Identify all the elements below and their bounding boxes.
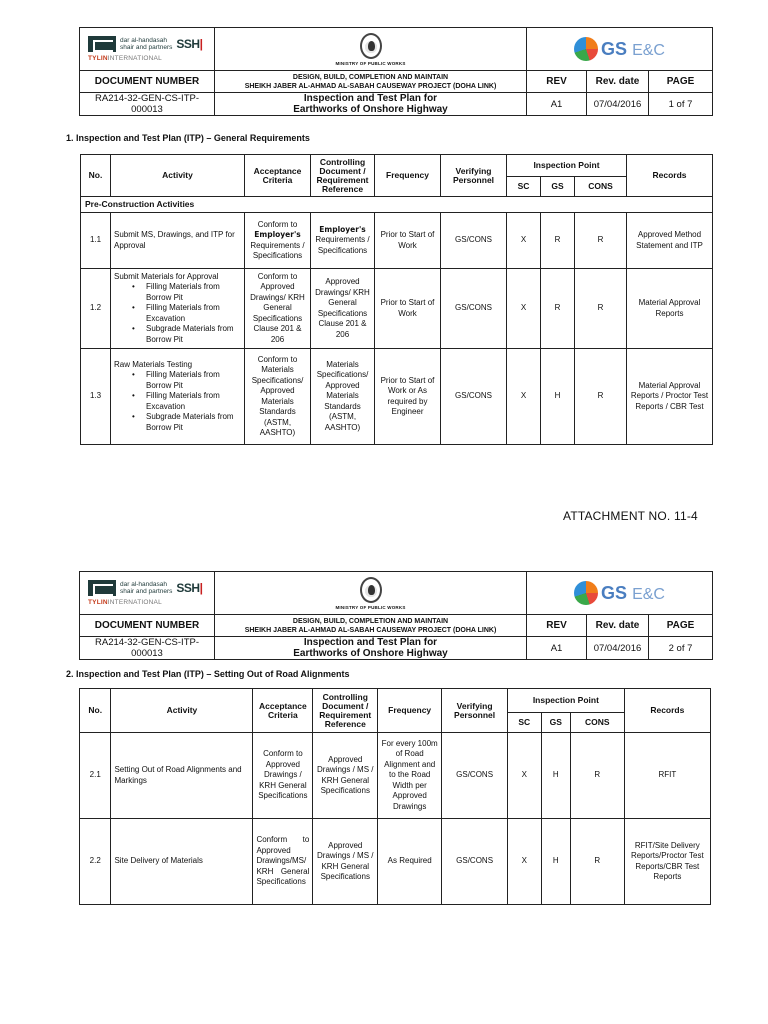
row-activity: Raw Materials Testing • Filling Materials from Borrow Pit • Filling Materials from Excavation • Subgrade Materials from Borrow Pit xyxy=(111,349,245,445)
row-no: 1.3 xyxy=(81,349,111,445)
col-controlling: Controlling Document / Requirement Reference xyxy=(311,155,375,197)
page-number: 1 of 7 xyxy=(649,93,713,116)
row-cons: R xyxy=(570,733,624,819)
table-row xyxy=(81,213,713,269)
row-records: Approved Method Statement and ITP xyxy=(627,213,713,269)
col-sc: SC xyxy=(508,713,541,733)
row-cons: R xyxy=(575,269,627,349)
col-records: Records xyxy=(627,155,713,197)
col-frequency: Frequency xyxy=(378,689,442,733)
tylin-logo: TYLININTERNATIONAL xyxy=(88,55,162,62)
dar-logo-name: dar al-handasah xyxy=(120,581,167,588)
row-cons: R xyxy=(575,213,627,269)
row-verifying: GS/CONS xyxy=(441,269,507,349)
gs-logo-cell xyxy=(527,572,713,615)
row-records: RFIT/Site Delivery Reports/Proctor Test Reports/CBR Test Reports xyxy=(624,819,710,905)
table-row xyxy=(81,269,713,349)
rev-value: A1 xyxy=(527,637,587,660)
row-no: 2.2 xyxy=(80,819,111,905)
row-gs: R xyxy=(541,213,575,269)
document-number-label: DOCUMENT NUMBER xyxy=(80,615,215,637)
document-number: RA214-32-GEN-CS-ITP-000013 xyxy=(80,93,215,116)
gs-logo-cell xyxy=(527,28,713,71)
page-number: 2 of 7 xyxy=(649,637,713,660)
col-acceptance: Acceptance Criteria xyxy=(253,689,313,733)
ministry-name: MINISTRY OF PUBLIC WORKS xyxy=(335,60,406,66)
document-header-page1 xyxy=(79,27,713,116)
row-verifying: GS/CONS xyxy=(442,819,508,905)
row-verifying: GS/CONS xyxy=(442,733,508,819)
itp-table-setting-out xyxy=(79,688,711,905)
list-item: • Filling Materials from Excavation xyxy=(114,303,241,324)
row-frequency: For every 100m of Road Alignment and to the Road Width per Approved Drawings xyxy=(378,733,442,819)
col-records: Records xyxy=(624,689,710,733)
row-acceptance: Conform to Approved Drawings/MS/ KRH General Specifications xyxy=(253,819,313,905)
col-frequency: Frequency xyxy=(375,155,441,197)
row-controlling: Approved Drawings/ KRH General Specifications Clause 201 & 206 xyxy=(311,269,375,349)
row-cons: R xyxy=(570,819,624,905)
rev-label: REV xyxy=(527,615,587,637)
row-gs: H xyxy=(541,349,575,445)
col-verifying: Verifying Personnel xyxy=(441,155,507,197)
col-no: No. xyxy=(80,689,111,733)
col-cons: CONS xyxy=(570,713,624,733)
row-sc: X xyxy=(508,733,541,819)
row-acceptance: Conform to Materials Specifications/ Approved Materials Standards (ASTM, AASHTO) xyxy=(245,349,311,445)
project-title: DESIGN, BUILD, COMPLETION AND MAINTAIN SHEIKH JABER AL-AHMAD AL-SABAH CAUSEWAY PROJECT (DOHA LINK) xyxy=(215,71,527,93)
list-item: • Filling Materials from Borrow Pit xyxy=(114,282,241,303)
ministry-emblem-icon xyxy=(360,33,382,59)
col-verifying: Verifying Personnel xyxy=(442,689,508,733)
gs-logo-icon xyxy=(574,37,598,61)
col-inspection-point: Inspection Point xyxy=(507,155,627,177)
row-controlling: Approved Drawings / MS / KRH General Specifications xyxy=(313,733,378,819)
rev-value: A1 xyxy=(527,93,587,116)
col-activity: Activity xyxy=(111,155,245,197)
dar-logo-cell xyxy=(80,28,215,71)
row-activity: Submit Materials for Approval • Filling Materials from Borrow Pit • Filling Materials from Excavation • Subgrade Materials from Borrow Pit xyxy=(111,269,245,349)
row-verifying: GS/CONS xyxy=(441,349,507,445)
row-cons: R xyxy=(575,349,627,445)
dar-logo-icon xyxy=(88,36,116,52)
rev-date-label: Rev. date xyxy=(587,71,649,93)
row-controlling: Employer's Requirements / Specifications xyxy=(311,213,375,269)
row-sc: X xyxy=(507,349,541,445)
row-no: 2.1 xyxy=(80,733,111,819)
col-acceptance: Acceptance Criteria xyxy=(245,155,311,197)
document-number: RA214-32-GEN-CS-ITP-000013 xyxy=(80,637,215,660)
ministry-logo-cell xyxy=(215,572,527,615)
row-activity: Submit MS, Drawings, and ITP for Approval xyxy=(111,213,245,269)
row-controlling: Materials Specifications/ Approved Materials Standards (ASTM, AASHTO) xyxy=(311,349,375,445)
group-pre-construction: Pre-Construction Activities xyxy=(81,197,713,213)
row-activity: Setting Out of Road Alignments and Markings xyxy=(111,733,253,819)
row-sc: X xyxy=(507,269,541,349)
col-inspection-point: Inspection Point xyxy=(508,689,625,713)
rev-date-value: 07/04/2016 xyxy=(587,637,649,660)
list-item: • Subgrade Materials from Borrow Pit xyxy=(114,324,241,345)
row-gs: H xyxy=(541,733,570,819)
row-records: Material Approval Reports / Proctor Test Reports / CBR Test xyxy=(627,349,713,445)
row-sc: X xyxy=(508,819,541,905)
row-acceptance: Conform to Approved Drawings / KRH General Specifications xyxy=(253,733,313,819)
list-item: • Subgrade Materials from Borrow Pit xyxy=(114,412,241,433)
ministry-logo-cell xyxy=(215,28,527,71)
section-1-title: 1. Inspection and Test Plan (ITP) – General Requirements xyxy=(66,133,310,143)
itp-table-general xyxy=(80,154,713,445)
row-gs: R xyxy=(541,269,575,349)
attachment-label: ATTACHMENT NO. 11-4 xyxy=(563,509,698,523)
gs-logo-text: GS E&C xyxy=(601,582,665,603)
row-gs: H xyxy=(541,819,570,905)
list-item: • Filling Materials from Borrow Pit xyxy=(114,370,241,391)
row-verifying: GS/CONS xyxy=(441,213,507,269)
row-activity: Site Delivery of Materials xyxy=(111,819,253,905)
col-cons: CONS xyxy=(575,177,627,197)
rev-date-label: Rev. date xyxy=(587,615,649,637)
tylin-logo: TYLININTERNATIONAL xyxy=(88,599,162,606)
document-header-page2 xyxy=(79,571,713,660)
itp-title: Inspection and Test Plan for Earthworks of Onshore Highway xyxy=(215,637,527,660)
dar-logo-subname: shair and partners xyxy=(120,588,173,595)
row-controlling: Approved Drawings / MS / KRH General Specifications xyxy=(313,819,378,905)
col-controlling: Controlling Document / Requirement Reference xyxy=(313,689,378,733)
col-gs: GS xyxy=(541,713,570,733)
row-frequency: As Required xyxy=(378,819,442,905)
row-frequency: Prior to Start of Work xyxy=(375,213,441,269)
document-number-label: DOCUMENT NUMBER xyxy=(80,71,215,93)
rev-date-value: 07/04/2016 xyxy=(587,93,649,116)
row-frequency: Prior to Start of Work or As required by Engineer xyxy=(375,349,441,445)
col-no: No. xyxy=(81,155,111,197)
table-row xyxy=(81,349,713,445)
dar-logo-cell xyxy=(80,572,215,615)
dar-logo-icon xyxy=(88,580,116,596)
list-item: • Filling Materials from Excavation xyxy=(114,391,241,412)
ministry-name: MINISTRY OF PUBLIC WORKS xyxy=(335,604,406,610)
ssh-logo: SSH| xyxy=(176,581,203,595)
ssh-logo: SSH| xyxy=(176,37,203,51)
row-records: RFIT xyxy=(624,733,710,819)
row-frequency: Prior to Start of Work xyxy=(375,269,441,349)
table-row xyxy=(80,819,711,905)
row-acceptance: Conform to Employer's Requirements / Specifications xyxy=(245,213,311,269)
section-2-title: 2. Inspection and Test Plan (ITP) – Setting Out of Road Alignments xyxy=(66,669,350,679)
table-row xyxy=(80,733,711,819)
gs-logo-icon xyxy=(574,581,598,605)
dar-logo-subname: shair and partners xyxy=(120,44,173,51)
page-label: PAGE xyxy=(649,71,713,93)
row-records: Material Approval Reports xyxy=(627,269,713,349)
row-acceptance: Conform to Approved Drawings/ KRH General Specifications Clause 201 & 206 xyxy=(245,269,311,349)
col-activity: Activity xyxy=(111,689,253,733)
ministry-emblem-icon xyxy=(360,577,382,603)
row-no: 1.2 xyxy=(81,269,111,349)
col-sc: SC xyxy=(507,177,541,197)
rev-label: REV xyxy=(527,71,587,93)
gs-logo-text: GS E&C xyxy=(601,38,665,59)
row-no: 1.1 xyxy=(81,213,111,269)
col-gs: GS xyxy=(541,177,575,197)
itp-title: Inspection and Test Plan for Earthworks of Onshore Highway xyxy=(215,93,527,116)
page-label: PAGE xyxy=(649,615,713,637)
project-title: DESIGN, BUILD, COMPLETION AND MAINTAIN SHEIKH JABER AL-AHMAD AL-SABAH CAUSEWAY PROJECT (DOHA LINK) xyxy=(215,615,527,637)
row-sc: X xyxy=(507,213,541,269)
dar-logo-name: dar al-handasah xyxy=(120,37,167,44)
